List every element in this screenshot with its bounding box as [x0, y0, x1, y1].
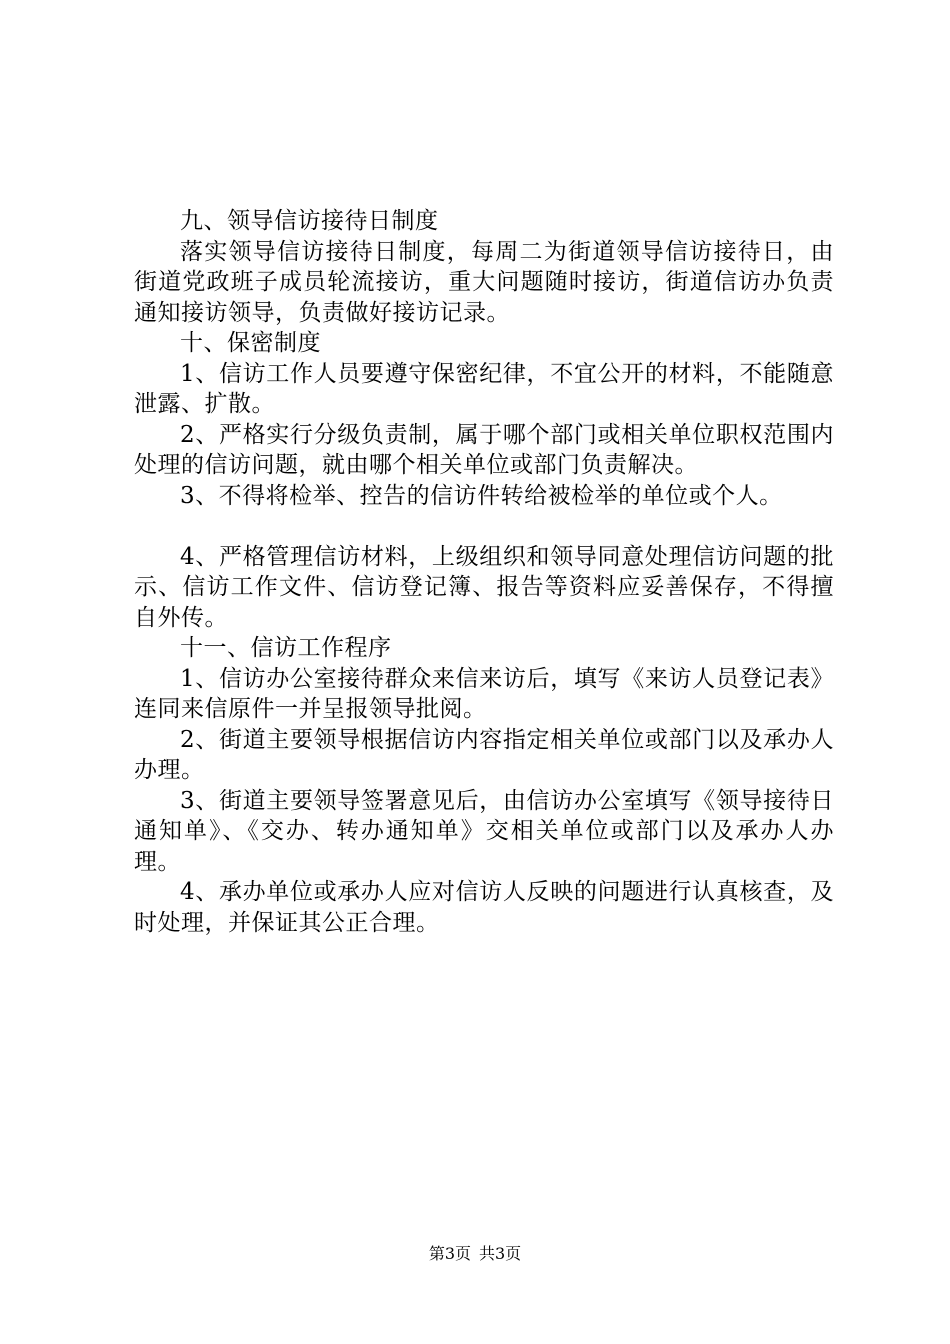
section-heading-11: 十一、信访工作程序: [180, 635, 392, 661]
paragraph-procedure-1: 1、信访办公室接待群众来信来访后，填写《来访人员登记表》连同来信原件一并呈报领导批阅。: [134, 665, 834, 722]
blank-line: [134, 511, 834, 542]
page-total: 共3页: [479, 1244, 522, 1263]
paragraph-procedure-3: 3、街道主要领导签署意见后，由信访办公室填写《领导接待日通知单》、《交办、转办通知单》交相关单位或部门以及承办人办理。: [134, 787, 834, 875]
paragraph-confidentiality-3: 3、不得将检举、控告的信访件转给被检举的单位或个人。: [180, 482, 783, 509]
paragraph-reception-day: 落实领导信访接待日制度，每周二为街道领导信访接待日，由街道党政班子成员轮流接访，重大问题随时接访，街道信访办负责通知接访领导，负责做好接访记录。: [134, 238, 834, 326]
section-heading-10: 十、保密制度: [180, 330, 321, 356]
page-number: 第3页: [428, 1244, 471, 1263]
paragraph-confidentiality-2: 2、严格实行分级负责制，属于哪个部门或相关单位职权范围内处理的信访问题，就由哪个相关单位或部门负责解决。: [134, 421, 834, 478]
page-footer: [0, 1244, 950, 1264]
paragraph-procedure-2: 2、街道主要领导根据信访内容指定相关单位或部门以及承办人办理。: [134, 726, 834, 783]
paragraph-procedure-4: 4、承办单位或承办人应对信访人反映的问题进行认真核查，及时处理，并保证其公正合理。: [134, 879, 834, 936]
paragraph-confidentiality-4: 4、严格管理信访材料，上级组织和领导同意处理信访问题的批示、信访工作文件、信访登记簿、报告等资料应妥善保存，不得擅自外传。: [134, 543, 834, 631]
section-heading-9: 九、领导信访接待日制度: [180, 208, 439, 234]
paragraph-confidentiality-1: 1、信访工作人员要遵守保密纪律，不宜公开的材料，不能随意泄露、扩散。: [134, 360, 834, 417]
document-body: [134, 206, 834, 938]
